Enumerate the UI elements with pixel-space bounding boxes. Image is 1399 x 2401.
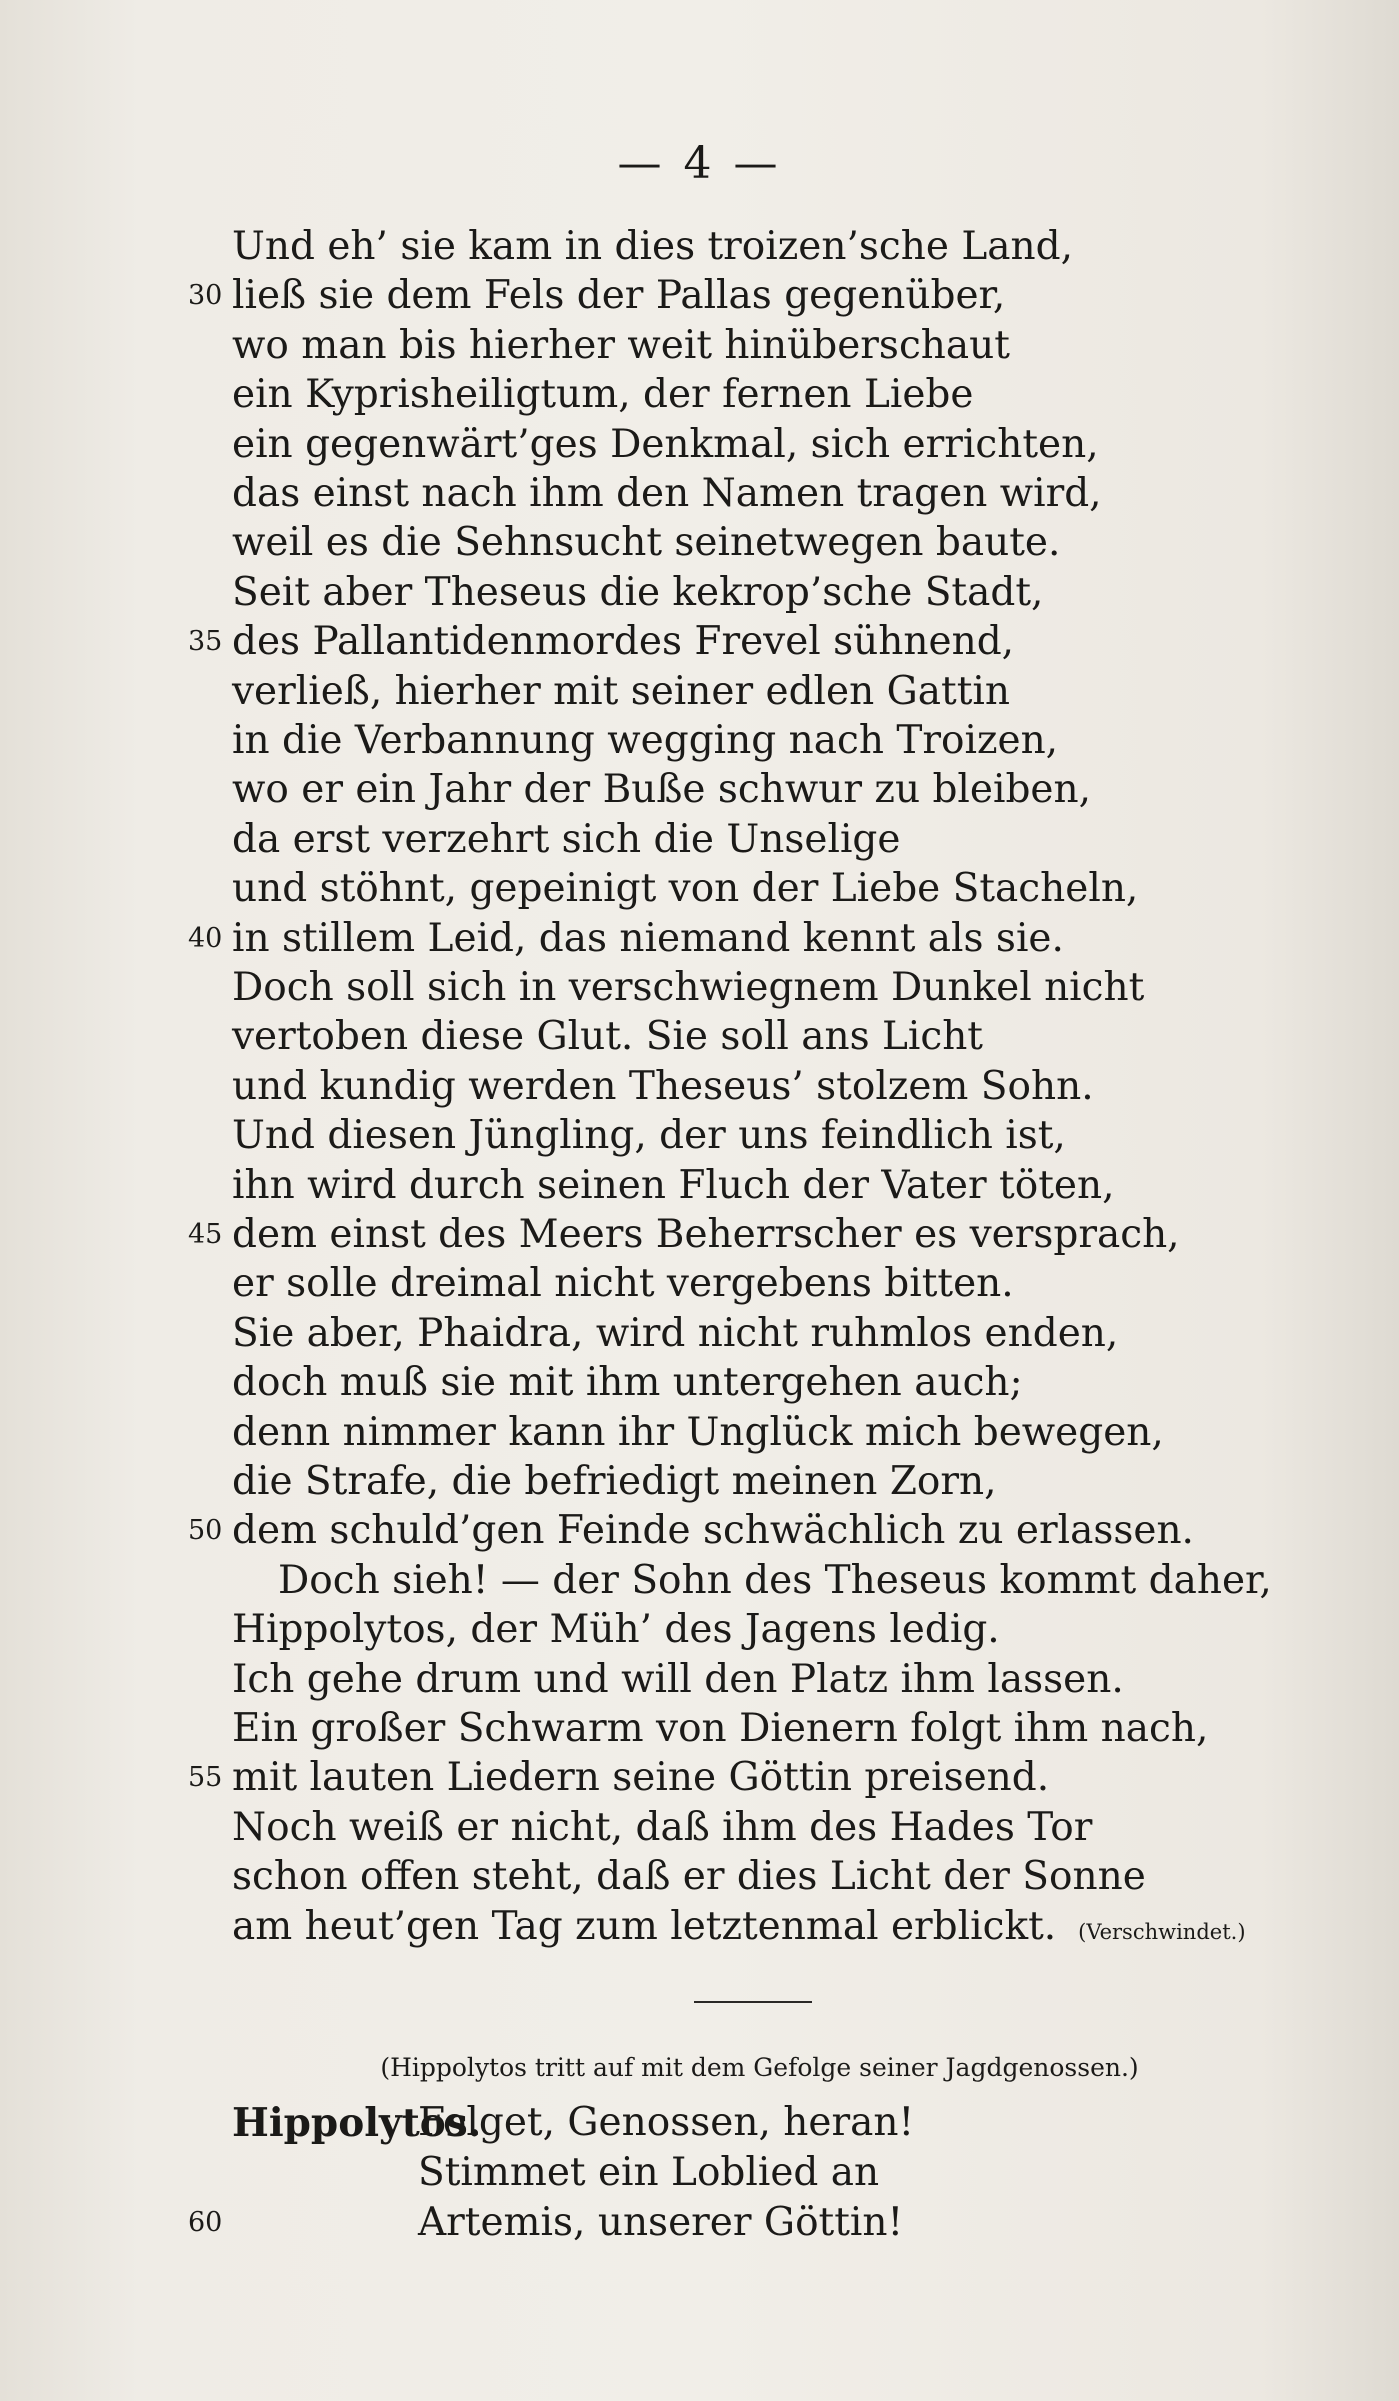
verse-text [232, 914, 1064, 964]
verse-line [0, 914, 1399, 964]
song-line [0, 2198, 1399, 2248]
verse-text-content: er solle dreimal nicht vergebens bitten. [232, 1261, 1014, 1306]
verse-text-content: vertoben diese Glut. Sie soll ans Licht [232, 1014, 983, 1059]
verse-text-content: ein Kyprisheiligtum, der fernen Liebe [232, 372, 974, 417]
verse-line [0, 765, 1399, 815]
verse-text [232, 963, 1144, 1013]
verse-text [232, 1012, 983, 1062]
verse-text-content: wo er ein Jahr der Buße schwur zu bleiben, [232, 767, 1092, 812]
verse-line [0, 1556, 1399, 1606]
verse-line [0, 222, 1399, 272]
verse-text [232, 271, 1005, 321]
verse-text [232, 1753, 1049, 1803]
verse-line [0, 1408, 1399, 1458]
verse-text-content: Doch soll sich in verschwiegnem Dunkel nicht [232, 965, 1145, 1010]
verse-line [0, 1753, 1399, 1803]
verse-text-content: ihn wird durch seinen Fluch der Vater töten, [232, 1163, 1115, 1208]
verse-line [0, 1062, 1399, 1112]
verse-text [232, 222, 1073, 272]
verse-line [0, 1358, 1399, 1408]
verse-text [232, 1309, 1118, 1359]
line-number: 35 [188, 626, 223, 657]
verse-line [0, 1506, 1399, 1556]
verse-text-content: mit lauten Liedern seine Göttin preisend. [232, 1755, 1050, 1800]
verse-text-content: Seit aber Theseus die kekrop’sche Stadt, [232, 570, 1044, 615]
verse-line [0, 667, 1399, 717]
line-number: 45 [188, 1219, 223, 1250]
verse-text [278, 1556, 1272, 1606]
verse-text-content: Sie aber, Phaidra, wird nicht ruhmlos enden, [232, 1311, 1119, 1356]
verse-text-content: und kundig werden Theseus’ stolzem Sohn. [232, 1064, 1094, 1109]
line-number: 55 [188, 1762, 223, 1793]
song-line [0, 2098, 1399, 2148]
verse-text [232, 617, 1014, 667]
verse-line [0, 1012, 1399, 1062]
verse-line [0, 1309, 1399, 1359]
stage-note: (Verschwindet.) [1078, 1920, 1246, 1944]
verse-text [232, 1704, 1208, 1754]
verse-text-content: in die Verbannung wegging nach Troizen, [232, 718, 1059, 763]
verse-text [232, 518, 1060, 568]
verse-text-content: wo man bis hierher weit hinüberschaut [232, 323, 1010, 368]
verse-text-content: Noch weiß er nicht, daß ihm des Hades Tor [232, 1805, 1093, 1850]
verse-text-content: in stillem Leid, das niemand kennt als sie. [232, 916, 1064, 961]
verse-text [232, 667, 1010, 717]
verse-text-content: Hippolytos, der Müh’ des Jagens ledig. [232, 1607, 1000, 1652]
verse-line [0, 1704, 1399, 1754]
verse-text [232, 864, 1138, 914]
verse-text-content: Und diesen Jüngling, der uns feindlich ist, [232, 1113, 1066, 1158]
section-divider [694, 2001, 812, 2003]
verse-text-content: und stöhnt, gepeinigt von der Liebe Stacheln, [232, 866, 1139, 911]
verse-text [232, 1062, 1094, 1112]
verse-text-content: weil es die Sehnsucht seinetwegen baute. [232, 520, 1061, 565]
verse-text [232, 1457, 997, 1507]
line-number: 50 [188, 1515, 223, 1546]
verse-line [0, 716, 1399, 766]
verse-line [0, 1902, 1399, 1952]
page-number: — 4 — [617, 138, 782, 189]
verse-line [0, 271, 1399, 321]
verse-line [0, 1655, 1399, 1705]
verse-line [0, 1803, 1399, 1853]
line-number: 40 [188, 923, 223, 954]
verse-text-content: doch muß sie mit ihm untergehen auch; [232, 1360, 1023, 1405]
verse-line [0, 568, 1399, 618]
verse-text [232, 716, 1058, 766]
verse-text-content: schon offen steht, daß er dies Licht der Sonne [232, 1854, 1146, 1899]
song-text: Stimmet ein Loblied an [418, 2150, 880, 2195]
verse-line [0, 815, 1399, 865]
verse-text [232, 1111, 1066, 1161]
verse-text-content: Und eh’ sie kam in dies troizen’sche Land, [232, 224, 1073, 269]
verse-text-content: Ein großer Schwarm von Dienern folgt ihm nach, [232, 1706, 1209, 1751]
verse-line [0, 864, 1399, 914]
verse-line [0, 1852, 1399, 1902]
song-line [0, 2148, 1399, 2198]
verse-text [232, 370, 973, 420]
song-text: Artemis, unserer Göttin! [418, 2200, 904, 2245]
verse-text-content: verließ, hierher mit seiner edlen Gattin [232, 669, 1010, 714]
verse-text [232, 1210, 1180, 1260]
verse-text [232, 765, 1091, 815]
verse-text [232, 1259, 1014, 1309]
verse-text-content: denn nimmer kann ihr Unglück mich bewegen, [232, 1410, 1164, 1455]
verse-text-content: ein gegenwärt’ges Denkmal, sich errichten, [232, 422, 1099, 467]
verse-line [0, 1111, 1399, 1161]
verse-text-content: das einst nach ihm den Namen tragen wird, [232, 471, 1102, 516]
verse-text [232, 1161, 1114, 1211]
line-number: 60 [188, 2207, 223, 2238]
verse-line [0, 1210, 1399, 1260]
verse-text-content: dem einst des Meers Beherrscher es versprach, [232, 1212, 1180, 1257]
verse-text [232, 1803, 1092, 1853]
verse-line [0, 518, 1399, 568]
verse-text-content: die Strafe, die befriedigt meinen Zorn, [232, 1459, 997, 1504]
verse-line [0, 963, 1399, 1013]
verse-text [232, 469, 1102, 519]
speaker-name: Hippolytos. [232, 2100, 482, 2146]
verse-text-content: des Pallantidenmordes Frevel sühnend, [232, 619, 1015, 664]
verse-line [0, 1259, 1399, 1309]
verse-line [0, 420, 1399, 470]
verse-line [0, 1457, 1399, 1507]
verse-text [232, 1358, 1023, 1408]
verse-text-content: dem schuld’gen Feinde schwächlich zu erlassen. [232, 1508, 1194, 1553]
verse-text-content: am heut’gen Tag zum letztenmal erblickt. [232, 1904, 1057, 1949]
verse-text [232, 815, 900, 865]
verse-text [232, 321, 1010, 371]
verse-line [0, 1161, 1399, 1211]
verse-text [232, 568, 1043, 618]
verse-text [232, 420, 1099, 470]
line-number: 30 [188, 280, 223, 311]
song-text: Folget, Genossen, heran! [418, 2100, 915, 2145]
verse-line [0, 370, 1399, 420]
verse-text [232, 1655, 1124, 1705]
stage-direction: (Hippolytos tritt auf mit dem Gefolge seiner Jagdgenossen.) [380, 2053, 1139, 2082]
verse-text [232, 1605, 1000, 1655]
verse-text-content: Ich gehe drum und will den Platz ihm lassen. [232, 1657, 1124, 1702]
verse-text [232, 1408, 1164, 1458]
verse-text-content: da erst verzehrt sich die Unselige [232, 817, 901, 862]
verse-text [232, 1902, 1246, 1957]
verse-line [0, 321, 1399, 371]
verse-line [0, 1605, 1399, 1655]
verse-line [0, 469, 1399, 519]
verse-text-content: Doch sieh! — der Sohn des Theseus kommt daher, [278, 1558, 1272, 1603]
verse-text-content: ließ sie dem Fels der Pallas gegenüber, [232, 273, 1006, 318]
verse-text [232, 1852, 1146, 1902]
verse-text [232, 1506, 1194, 1556]
verse-line [0, 617, 1399, 667]
